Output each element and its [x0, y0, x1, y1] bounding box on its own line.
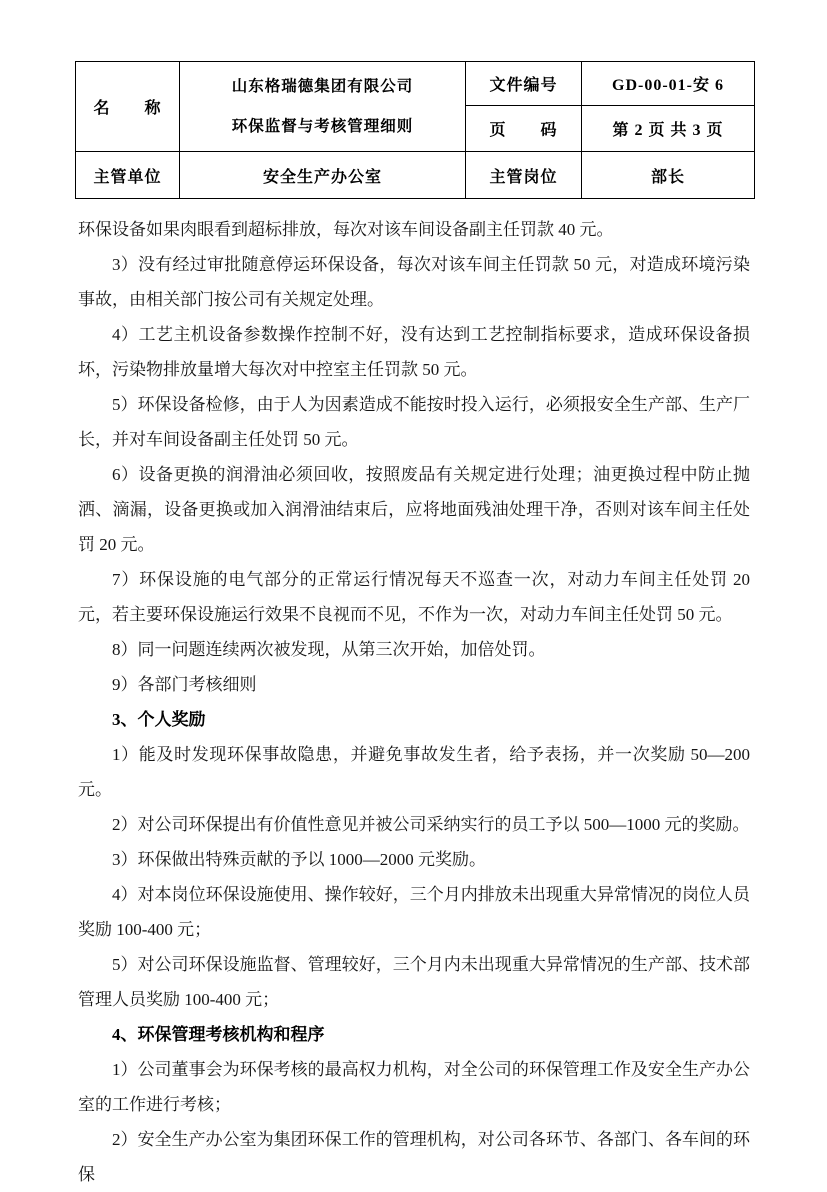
supervising-unit-value-cell: 安全生产办公室 [180, 152, 466, 199]
body-paragraph: 9）各部门考核细则 [112, 675, 257, 694]
supervising-post-value-cell: 部长 [582, 152, 755, 199]
doc-number-value-cell: GD-00-01-安 6 [582, 62, 755, 106]
supervising-post-label-cell: 主管岗位 [466, 152, 582, 199]
body-paragraph: 1）能及时发现环保事故隐患，并避免事故发生者，给予表扬，并一次奖励 50—200 元。 [78, 745, 750, 799]
supervising-unit-label-cell: 主管单位 [76, 152, 180, 199]
document-title-cell [180, 62, 466, 152]
section-heading-assessment-organization: 4、环保管理考核机构和程序 [112, 1025, 325, 1044]
company-name: 山东格瑞德集团有限公司 [231, 77, 414, 95]
body-paragraph: 5）对公司环保设施监督、管理较好，三个月内未出现重大异常情况的生产部、技术部管理人员奖励 100-400 元； [78, 955, 750, 1009]
body-paragraph: 4）对本岗位环保设施使用、操作较好，三个月内排放未出现重大异常情况的岗位人员奖励 100-400 元； [78, 885, 750, 939]
document-header-table [75, 61, 755, 199]
body-paragraph: 3）环保做出特殊贡献的予以 1000—2000 元奖励。 [112, 850, 486, 869]
body-paragraph: 5）环保设备检修，由于人为因素造成不能按时投入运行，必须报安全生产部、生产厂长，并对车间设备副主任处罚 50 元。 [78, 395, 750, 449]
body-paragraph: 8）同一问题连续两次被发现，从第三次开始，加倍处罚。 [112, 640, 546, 659]
body-paragraph: 7）环保设施的电气部分的正常运行情况每天不巡查一次，对动力车间主任处罚 20 元，若主要环保设施运行效果不良视而不见，不作为一次，对动力车间主任处罚 50 元。 [78, 570, 750, 624]
body-paragraph: 2）对公司环保提出有价值性意见并被公司采纳实行的员工予以 500—1000 元的奖励。 [112, 815, 750, 834]
body-paragraph: 1）公司董事会为环保考核的最高权力机构，对全公司的环保管理工作及安全生产办公室的工作进行考核； [78, 1060, 750, 1114]
body-paragraph: 环保设备如果肉眼看到超标排放，每次对该车间设备副主任罚款 40 元。 [78, 220, 614, 239]
page-number-value-cell: 第 2 页 共 3 页 [582, 106, 755, 152]
body-paragraph: 3）没有经过审批随意停运环保设备，每次对该车间主任罚款 50 元，对造成环境污染事故，由相关部门按公司有关规定处理。 [78, 255, 750, 309]
page-number-label-cell: 页 码 [466, 106, 582, 152]
body-paragraph: 4）工艺主机设备参数操作控制不好，没有达到工艺控制指标要求，造成环保设备损坏，污染物排放量增大每次对中控室主任罚款 50 元。 [78, 325, 750, 379]
doc-number-label-cell: 文件编号 [466, 62, 582, 106]
name-label-cell: 名 称 [76, 62, 180, 152]
document-body [78, 212, 750, 1192]
section-heading-personal-rewards: 3、个人奖励 [112, 710, 206, 729]
body-paragraph: 6）设备更换的润滑油必须回收，按照废品有关规定进行处理；油更换过程中防止抛洒、滴漏，设备更换或加入润滑油结束后，应将地面残油处理干净，否则对该车间主任处罚 20 元。 [78, 465, 750, 554]
document-title: 环保监督与考核管理细则 [231, 117, 414, 135]
body-paragraph: 2）安全生产办公室为集团环保工作的管理机构，对公司各环节、各部门、各车间的环保 [78, 1130, 750, 1184]
